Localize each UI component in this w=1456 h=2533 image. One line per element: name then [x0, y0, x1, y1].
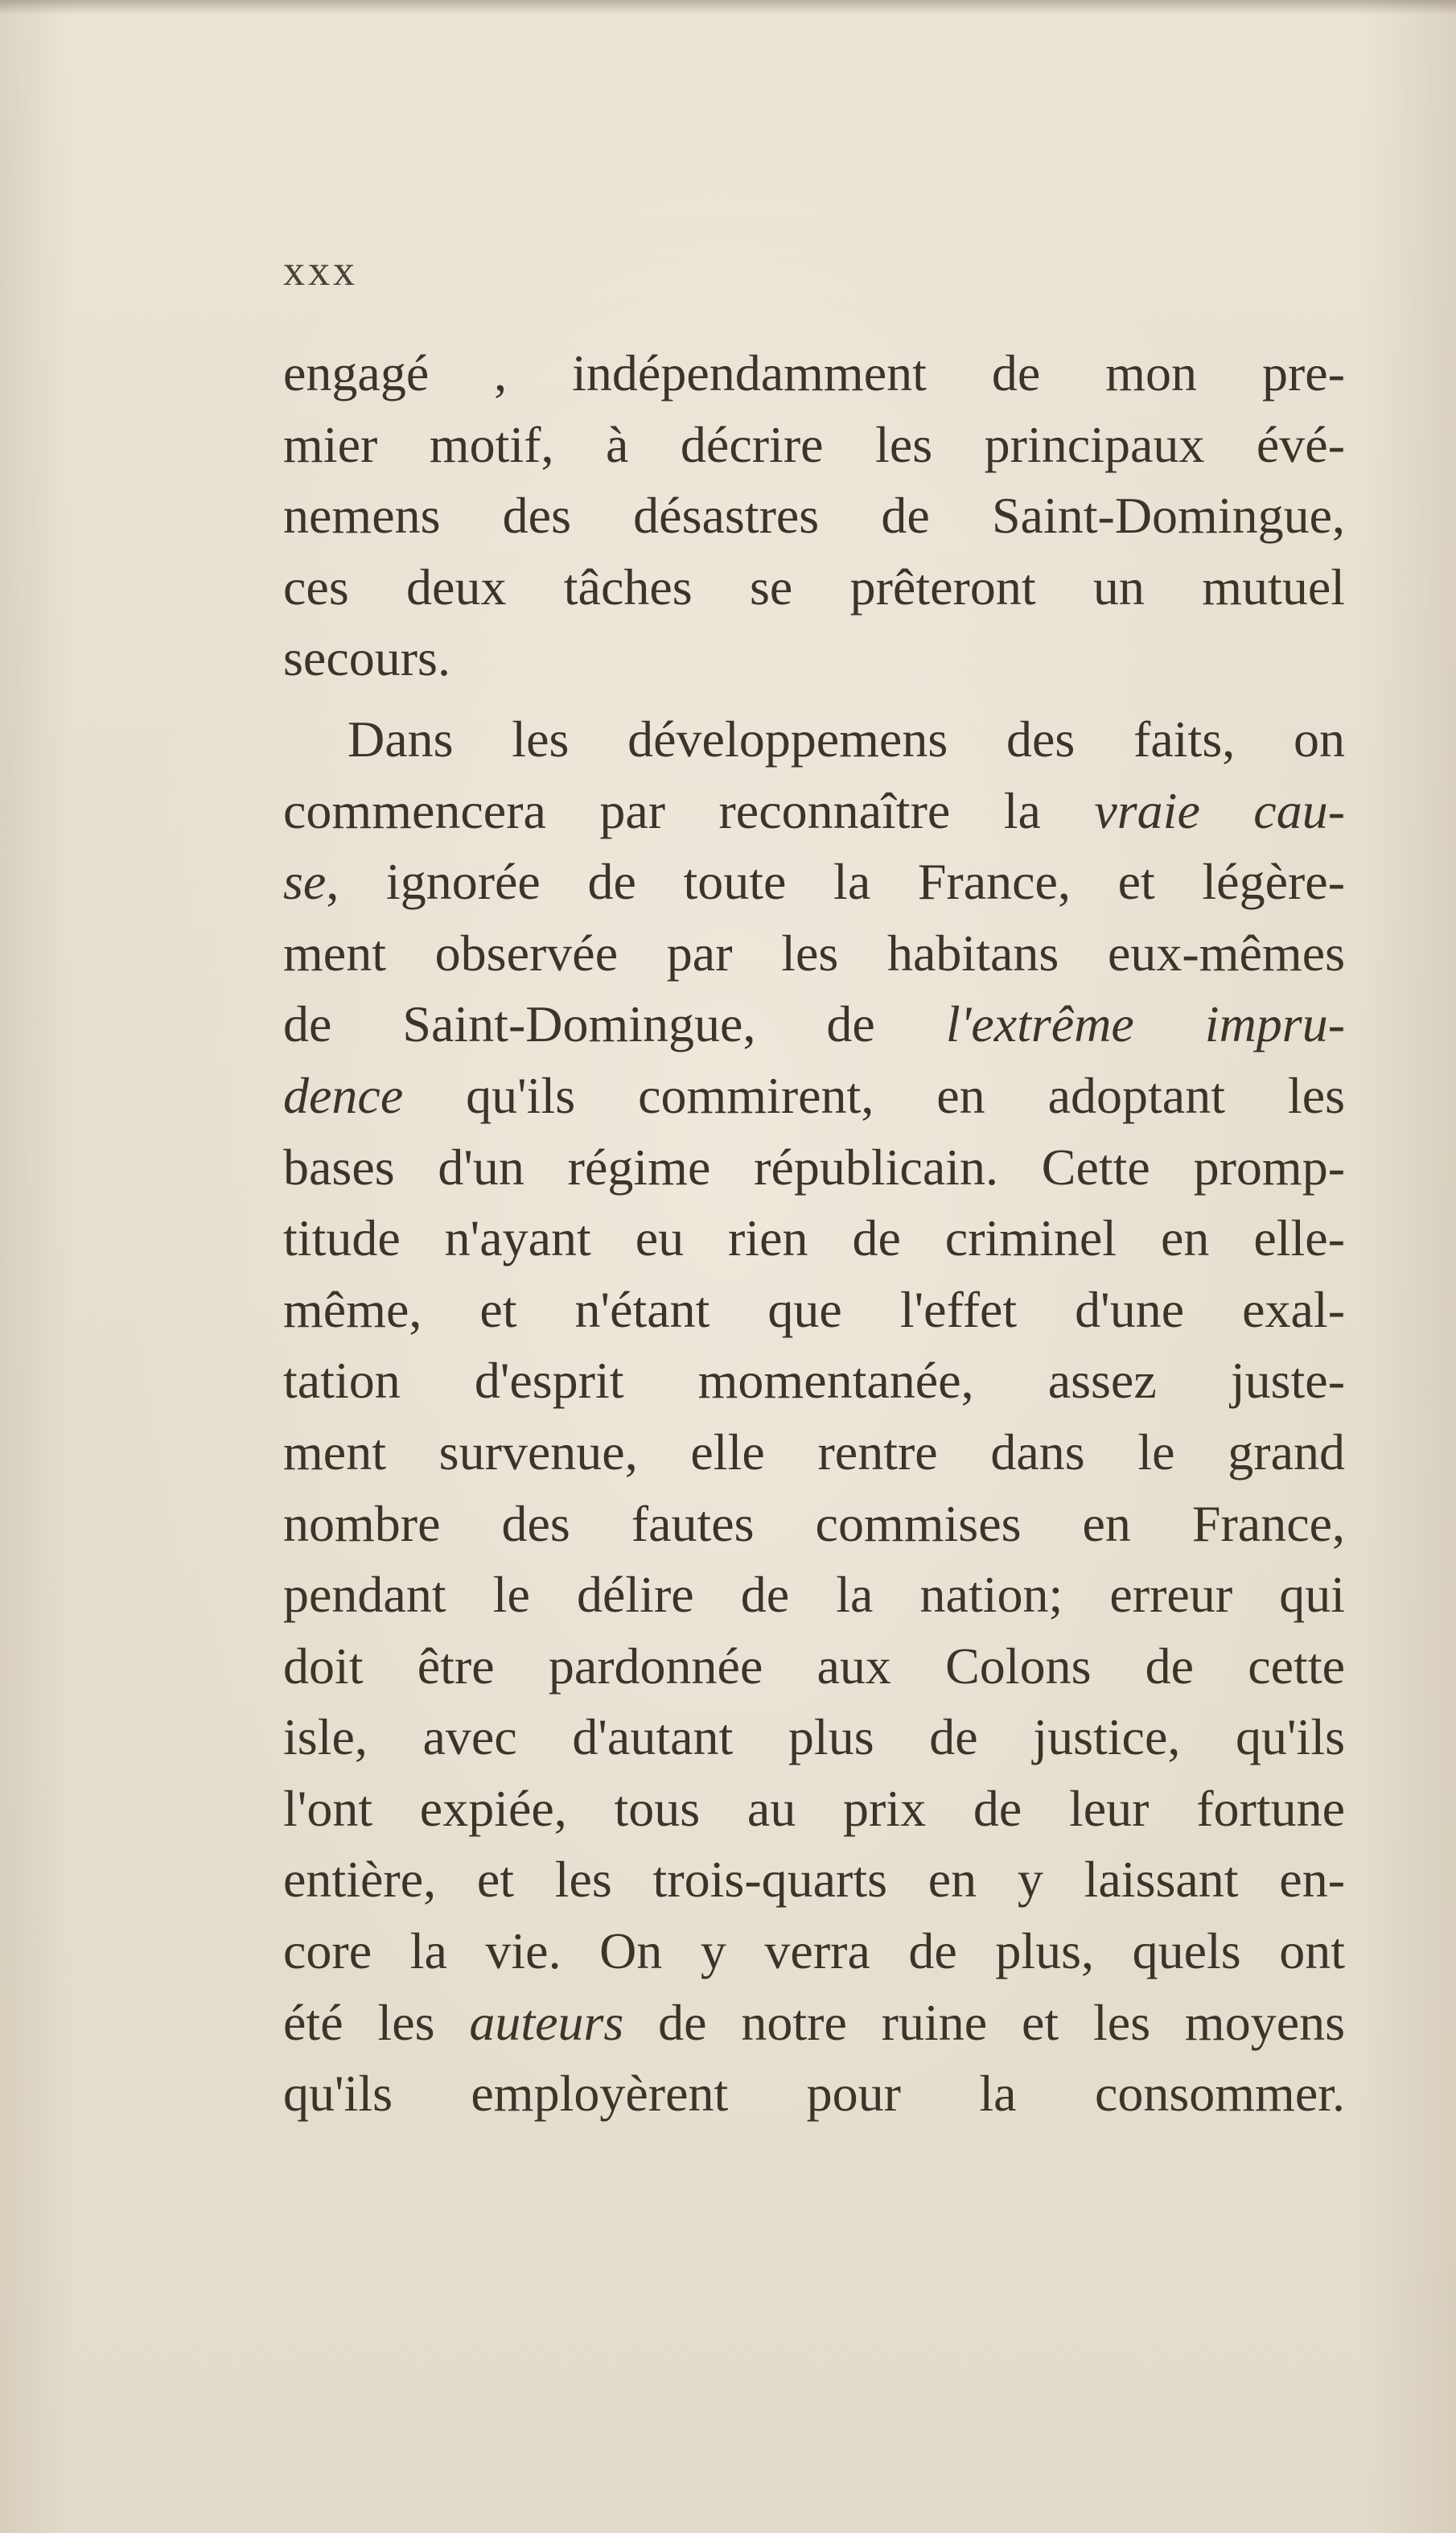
text-line: mier motif, à décrire les principaux évé- — [283, 415, 1345, 473]
text-line: doit être pardonnée aux Colons de cette — [283, 1637, 1345, 1695]
text-line: de Saint-Domingue, de l'extrême impru- — [283, 995, 1346, 1053]
page-number: xxx — [283, 246, 358, 294]
italic-text: vraie cau- — [1094, 781, 1346, 839]
text-line: engagé , indépendamment de mon pre- — [283, 344, 1345, 402]
text-line: Dans les développemens des faits, on — [348, 710, 1345, 768]
text-line: isle, avec d'autant plus de justice, qu'ils — [283, 1708, 1345, 1766]
text-line: core la vie. On y verra de plus, quels ont — [283, 1922, 1345, 1980]
text-line: pendant le délire de la nation; erreur qui — [283, 1566, 1345, 1624]
text-line: tation d'esprit momentanée, assez juste- — [283, 1352, 1345, 1410]
paragraph-gap — [283, 694, 1345, 704]
page-shadow-top — [0, 0, 1456, 14]
text-line: nombre des fautes commises en France, — [283, 1494, 1345, 1552]
italic-text: l'extrême impru- — [945, 995, 1346, 1053]
text-line: qu'ils employèrent pour la consommer. — [283, 2065, 1345, 2123]
page-shadow-right — [1359, 0, 1456, 2533]
text-line: nemens des désastres de Saint-Domingue, — [283, 487, 1345, 545]
text-line: bases d'un régime républicain. Cette promp- — [283, 1138, 1345, 1196]
text-line: ces deux tâches se prêteront un mutuel — [283, 558, 1345, 616]
text-line: secours. — [283, 629, 450, 687]
text-line: ment observée par les habitans eux-mêmes — [283, 924, 1345, 982]
body-text — [283, 338, 1345, 2130]
text-line: même, et n'étant que l'effet d'une exal- — [283, 1280, 1345, 1338]
text-line: commencera par reconnaître la vraie cau- — [283, 781, 1346, 839]
text-line: l'ont expiée, tous au prix de leur fortune — [283, 1779, 1345, 1837]
text-line: entière, et les trois-quarts en y laissant en- — [283, 1851, 1345, 1909]
text-line: ment survenue, elle rentre dans le grand — [283, 1423, 1345, 1481]
text-line: dence qu'ils commirent, en adoptant les — [283, 1066, 1345, 1124]
italic-text: dence — [283, 1066, 404, 1124]
text-line: se, ignorée de toute la France, et légère- — [283, 853, 1345, 911]
text-line: titude n'ayant eu rien de criminel en elle- — [283, 1209, 1345, 1267]
text-line: été les auteurs de notre ruine et les moyens — [283, 1993, 1346, 2051]
page-shadow-left — [0, 0, 72, 2533]
italic-text: auteurs — [469, 1993, 624, 2051]
italic-text: se — [283, 853, 327, 911]
